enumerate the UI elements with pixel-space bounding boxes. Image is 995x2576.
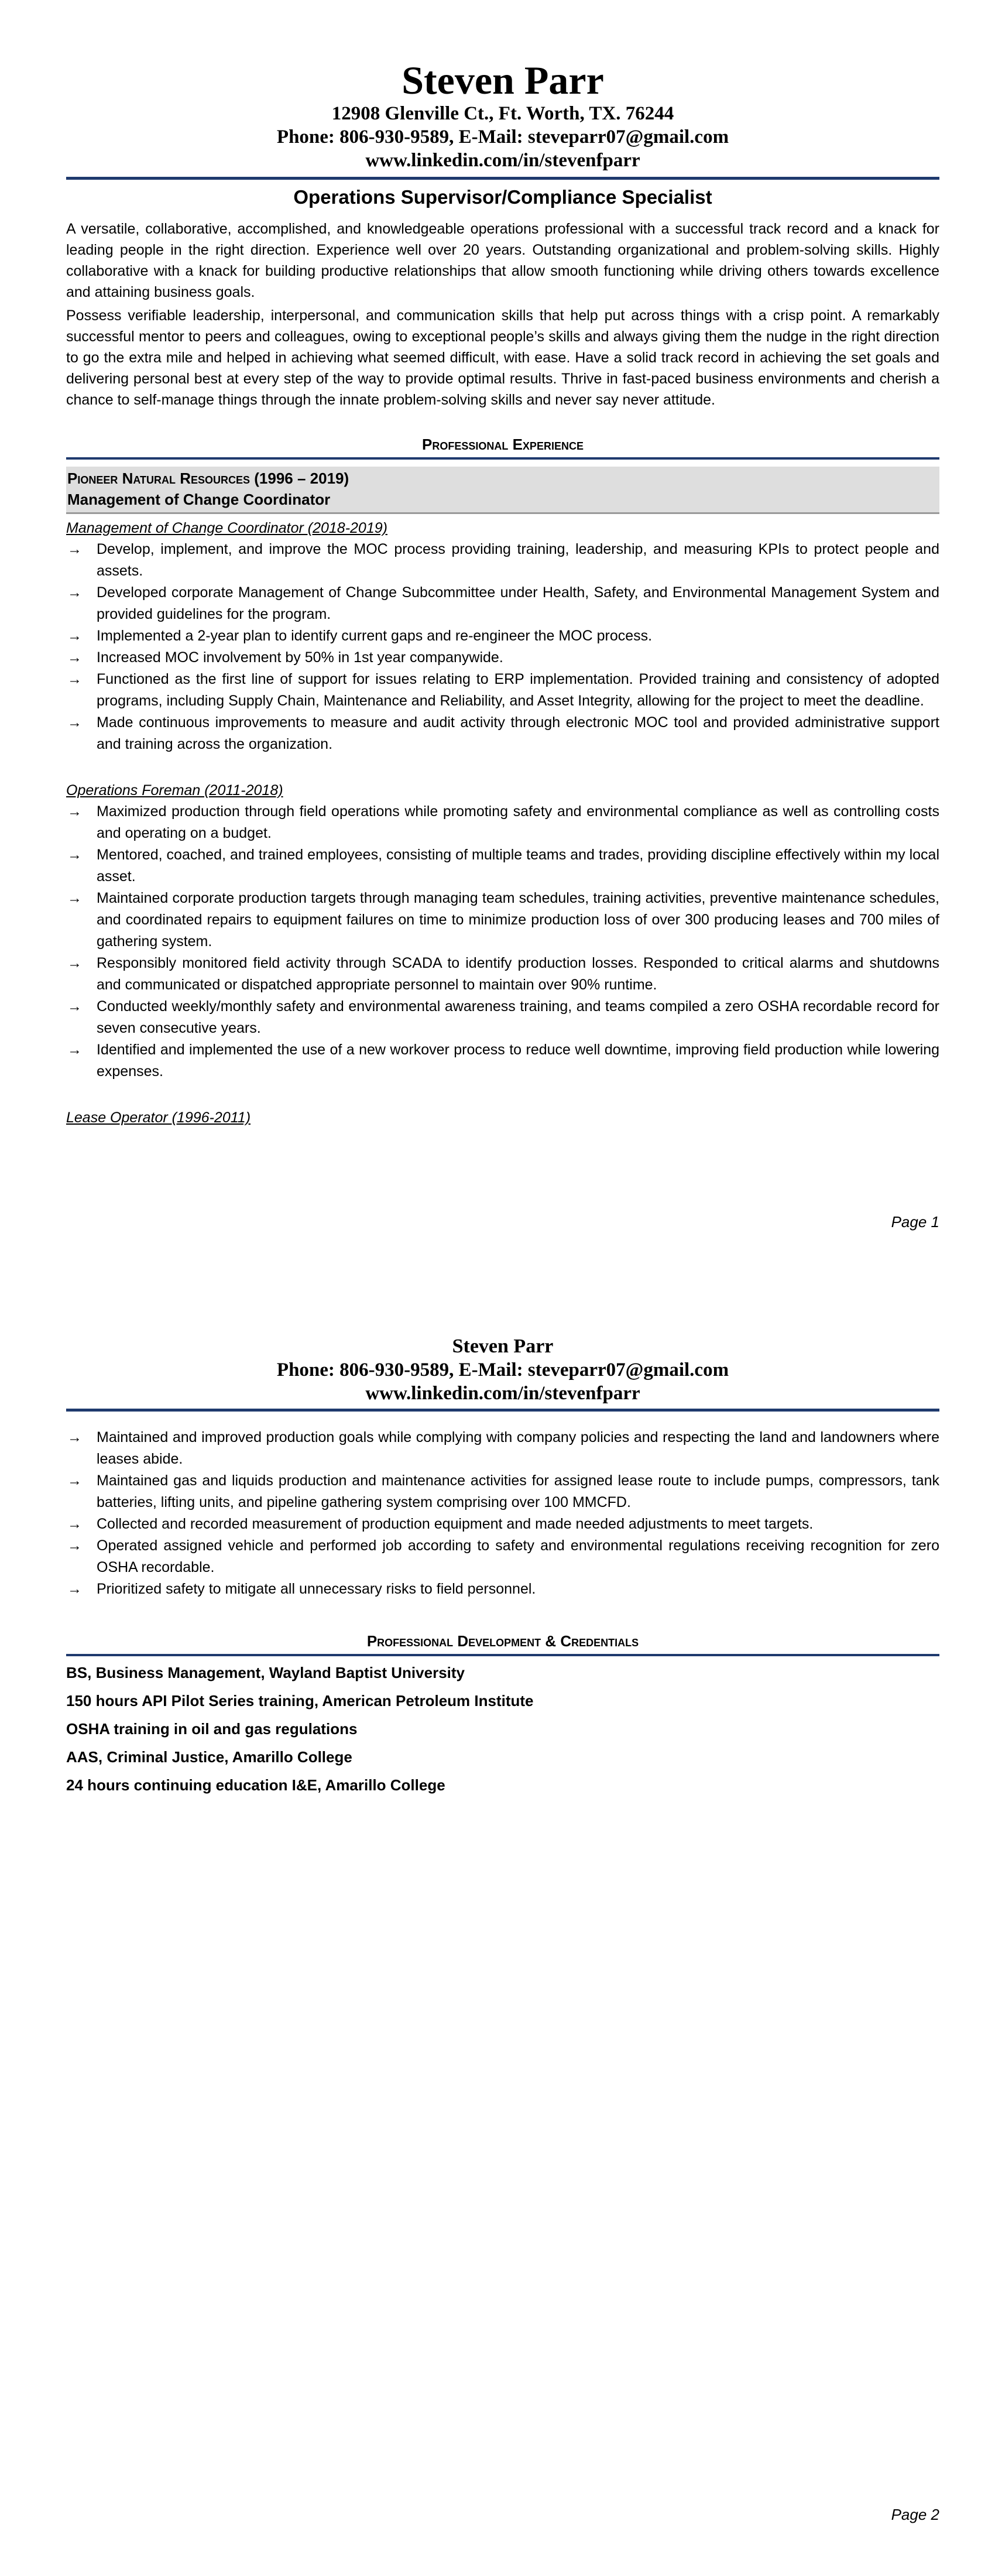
linkedin-link[interactable]: www.linkedin.com/in/stevenfparr (365, 150, 640, 171)
role-title: Management of Change Coordinator (2018-2019) (66, 520, 387, 536)
arrow-bullet-icon: → (67, 714, 82, 731)
summary-section (66, 218, 939, 410)
list-item (66, 1578, 939, 1600)
bullet-text: Developed corporate Management of Change Subcommittee under Health, Safety, and Environmental Management System and provided guidelines for the program. (97, 584, 939, 622)
resume-title: Operations Supervisor/Compliance Specialist (293, 186, 712, 208)
list-item (66, 1427, 939, 1470)
bullet-text: Maximized production through field operations while promoting safety and environmental compliance as well as controlling costs and operating on a budget. (97, 803, 939, 841)
list-item (66, 888, 939, 953)
arrow-bullet-icon: → (67, 803, 82, 820)
role-bullets (66, 1427, 939, 1600)
credentials-divider (66, 1654, 939, 1656)
arrow-bullet-icon: → (67, 1537, 82, 1554)
bullet-text: Maintained corporate production targets through managing team schedules, training activities, preventive maintenance schedules, and coordinated repairs to equipment failures on time to minimize production loss of over 300 producing leases and 700 miles of gathering system. (97, 890, 939, 950)
company-role: Management of Change Coordinator (67, 491, 331, 508)
arrow-bullet-icon: → (67, 847, 82, 863)
page-2-content (66, 1335, 939, 1799)
header-divider (66, 1409, 939, 1412)
candidate-name: Steven Parr (452, 1335, 554, 1357)
list-item (66, 712, 939, 755)
bullet-text: Responsibly monitored field activity through SCADA to identify production losses. Responded to critical alarms and shutdowns and communicated or dispatched appropriate personnel to maintain over 90% runtime. (97, 955, 939, 993)
list-item (66, 996, 939, 1039)
bullet-text: Made continuous improvements to measure and audit activity through electronic MOC tool and provided administrative support and training across the organization. (97, 714, 939, 752)
list-item (66, 1513, 939, 1535)
arrow-bullet-icon: → (67, 649, 82, 666)
list-item (66, 625, 939, 647)
role-bullets (66, 801, 939, 1083)
page-number: Page 1 (891, 1213, 939, 1231)
summary-paragraph: A versatile, collaborative, accomplished, and knowledgeable operations professional with a successful track record and a knack for leading people in the right direction. Experience well over 20 years. Outstanding organizational and problem-solving skills. Highly collaborative with a knack for building productive relationships that allow smooth functioning while driving others towards excellence and attaining business goals. (66, 221, 939, 300)
list-item (66, 801, 939, 844)
arrow-bullet-icon: → (67, 890, 82, 906)
address-line: 12908 Glenville Ct., Ft. Worth, TX. 76244 (331, 103, 674, 124)
arrow-bullet-icon: → (67, 541, 82, 557)
list-item (66, 953, 939, 996)
list-item (66, 582, 939, 625)
company-name: Pioneer Natural Resources (1996 – 2019) (67, 470, 349, 487)
bullet-text: Implemented a 2-year plan to identify current gaps and re-engineer the MOC process. (97, 628, 653, 644)
role-bullets (66, 539, 939, 755)
credential-item: 150 hours API Pilot Series training, American Petroleum Institute (66, 1692, 534, 1710)
company-box (66, 467, 939, 514)
credential-item: BS, Business Management, Wayland Baptist University (66, 1664, 465, 1681)
credential-item: OSHA training in oil and gas regulations (66, 1720, 358, 1738)
bullet-text: Develop, implement, and improve the MOC process providing training, leadership, and measuring KPIs to protect people and assets. (97, 541, 939, 579)
linkedin-link[interactable]: www.linkedin.com/in/stevenfparr (365, 1383, 640, 1404)
page-number: Page 2 (891, 2506, 939, 2523)
page-1-content (66, 59, 939, 1128)
resume-page-2 (0, 1288, 995, 2576)
bullet-text: Functioned as the first line of support for issues relating to ERP implementation. Provided training and consistency of adopted programs, including Supply Chain, Maintenance and Reliability, and Asset Integrity, allowing for the project to meet the deadline. (97, 671, 939, 709)
bullet-text: Increased MOC involvement by 50% in 1st year companywide. (97, 649, 503, 666)
list-item (66, 669, 939, 712)
summary-paragraph: Possess verifiable leadership, interpersonal, and communication skills that help put across things with a crisp point. A remarkably successful mentor to peers and colleagues, owing to exceptional people’s skills and always giving them the nudge in the right direction to go the extra mile and helped in achieving what seemed difficult, with ease. Have a solid track record in achieving the set goals and delivering personal best at every step of the way to provide optimal results. Thrive in fast-paced business environments and cherish a chance to self-manage things through the innate problem-solving skills and never say never attitude. (66, 307, 939, 408)
experience-heading: Professional Experience (422, 436, 584, 453)
arrow-bullet-icon: → (67, 1472, 82, 1489)
bullet-text: Operated assigned vehicle and performed job according to safety and environmental regulations receiving recognition for zero OSHA recordable. (97, 1537, 939, 1575)
bullet-text: Prioritized safety to mitigate all unnecessary risks to field personnel. (97, 1581, 536, 1597)
bullet-text: Conducted weekly/monthly safety and environmental awareness training, and teams compiled a zero OSHA recordable record for seven consecutive years. (97, 998, 939, 1036)
credentials-heading: Professional Development & Credentials (366, 1632, 639, 1650)
header-divider (66, 177, 939, 180)
arrow-bullet-icon: → (67, 1042, 82, 1058)
credentials-list (66, 1659, 939, 1799)
list-item (66, 1039, 939, 1083)
arrow-bullet-icon: → (67, 671, 82, 687)
bullet-text: Identified and implemented the use of a new workover process to reduce well downtime, improving field production while lowering expenses. (97, 1042, 939, 1080)
arrow-bullet-icon: → (67, 998, 82, 1015)
role-title: Operations Foreman (2011-2018) (66, 782, 283, 799)
list-item (66, 539, 939, 582)
credential-item: 24 hours continuing education I&E, Amarillo College (66, 1776, 445, 1794)
contact-line: Phone: 806-930-9589, E-Mail: steveparr07@gmail.com (276, 1359, 729, 1381)
bullet-text: Maintained and improved production goals while complying with company policies and respecting the land and landowners where leases abide. (97, 1429, 939, 1467)
candidate-name: Steven Parr (402, 58, 604, 102)
credential-item: AAS, Criminal Justice, Amarillo College (66, 1748, 352, 1766)
arrow-bullet-icon: → (67, 1516, 82, 1532)
arrow-bullet-icon: → (67, 1581, 82, 1597)
bullet-text: Collected and recorded measurement of production equipment and made needed adjustments to meet targets. (97, 1516, 814, 1532)
arrow-bullet-icon: → (67, 628, 82, 644)
arrow-bullet-icon: → (67, 1429, 82, 1445)
bullet-text: Mentored, coached, and trained employees, consisting of multiple teams and trades, providing discipline effectively within my local asset. (97, 847, 939, 885)
list-item (66, 1535, 939, 1578)
arrow-bullet-icon: → (67, 955, 82, 971)
arrow-bullet-icon: → (67, 584, 82, 601)
role-title: Lease Operator (1996-2011) (66, 1109, 251, 1126)
list-item (66, 844, 939, 888)
bullet-text: Maintained gas and liquids production and maintenance activities for assigned lease route to include pumps, compressors, tank batteries, lifting units, and pipeline gathering system comprising over 100 MMCFD. (97, 1472, 939, 1510)
list-item (66, 647, 939, 669)
list-item (66, 1470, 939, 1513)
contact-line: Phone: 806-930-9589, E-Mail: steveparr07@gmail.com (276, 126, 729, 148)
experience-divider (66, 457, 939, 460)
